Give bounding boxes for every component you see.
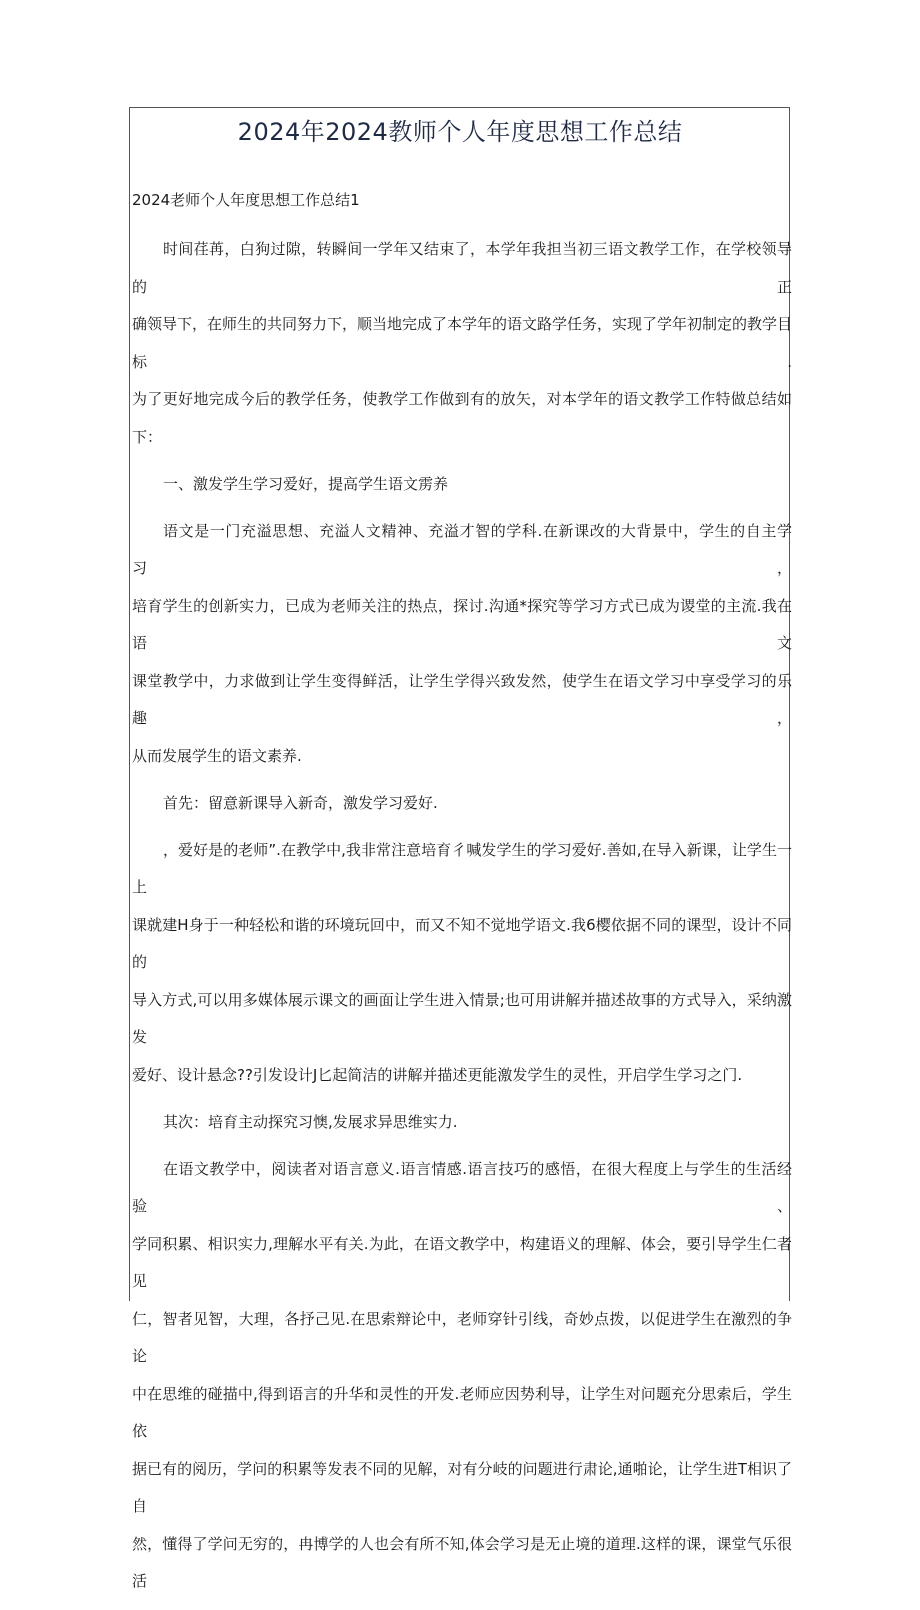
paragraph-line: 为了更好地完成今后的教学任务，使教学工作做到有的放矢，对本学年的语文教学工作特做总结如下： (132, 390, 792, 446)
document-title: 2024年2024教师个人年度思想工作总结 (237, 118, 683, 146)
paragraph (132, 785, 792, 823)
paragraph-line: 一、激发学生学习爱好，提高学生语文雳养 (163, 474, 449, 493)
paragraph-line: 语文是一门充溢思想、充溢人文精神、充溢才智的学科.在新课改的大背景中，学生的自主学习， (132, 521, 792, 577)
paragraph-line: 爱好、设计悬念??引发设计J匕起简洁的讲解并描述更能激发学生的灵性，开启学生学习之门. (132, 1065, 743, 1084)
paragraph-line: 其次：培育主动探究习懊,发展求异思维实力. (163, 1112, 458, 1131)
paragraph (132, 466, 792, 504)
paragraph (132, 1151, 792, 1601)
paragraph-line: 时间荏苒，白狗过隙，转瞬间一学年又结束了，本学年我担当初三语文教学工作，在学校领导的正 (132, 240, 792, 296)
paragraph-line: 在语文教学中，阅读者对语言意义.语言情感.语言技巧的感悟，在很大程度上与学生的生活经验、 (132, 1159, 792, 1215)
paragraph-line: 培育学生的创新实力，已成为老师关注的热点，探讨.沟通*探究等学习方式已成为谡堂的主流.我在语文 (132, 596, 792, 652)
paragraph-line: ，爱好是的老师”.在教学中,我非常注意培育彳喊发学生的学习爱好.善如,在导入新课，让学生一上 (132, 840, 792, 896)
paragraph-line: 中在思维的碰描中,得到语言的升华和灵性的开发.老师应因势利导，让学生对问题充分思索后，学生依 (132, 1384, 792, 1440)
paragraph-line: 确领导下，在师生的共同努力下，顺当地完成了本学年的语文路学任务，实现了学年初制定的教学目标. (132, 315, 793, 371)
paragraph-line: 导入方式,可以用多媒体展示课文的画面让学生进入情景;也可用讲解并描述故事的方式导入，采纳激发 (132, 990, 792, 1046)
paragraph-line: 课就建H身于一种轻松和谐的环境玩回中，而又不知不觉地学语文.我6樱依据不同的课型，设计不同的 (132, 915, 792, 971)
paragraph-line: 然，懂得了学问无穷的，冉博学的人也会有所不知,体会学习是无止境的道理.这样的课，课堂气乐很活 (132, 1534, 792, 1590)
document-body (132, 231, 792, 1610)
paragraph-line: 仁，智者见智，大理，各抒己见.在思索辩论中，老师穿针引线，奇妙点拨，以促进学生在激烈的争论 (132, 1309, 792, 1365)
paragraph-line: 课堂教学中，力求做到让学生变得鲜活，让学生学得兴致发然，使学生在语文学习中享受学习的乐趣， (132, 671, 792, 727)
paragraph-line: 学同积累、相识实力,理解水平有关.为此，在语文教学中，构建语义的理解、体会，要引导学生仁者见 (132, 1234, 792, 1290)
paragraph-line: 据已有的阅历，学问的积累等发表不同的见解，对有分岐的问题进行肃论,通啪论，让学生进T相识了自 (132, 1459, 792, 1515)
paragraph (132, 513, 792, 776)
paragraph (132, 1104, 792, 1142)
paragraph (132, 832, 792, 1095)
paragraph-line: 从而发展学生的语文素养. (132, 746, 302, 765)
paragraph (132, 231, 792, 456)
document-subtitle: 2024老师个人年度思想工作总结1 (132, 191, 360, 209)
paragraph-line: 首先：留意新课导入新奇，激发学习爱好. (163, 793, 438, 812)
